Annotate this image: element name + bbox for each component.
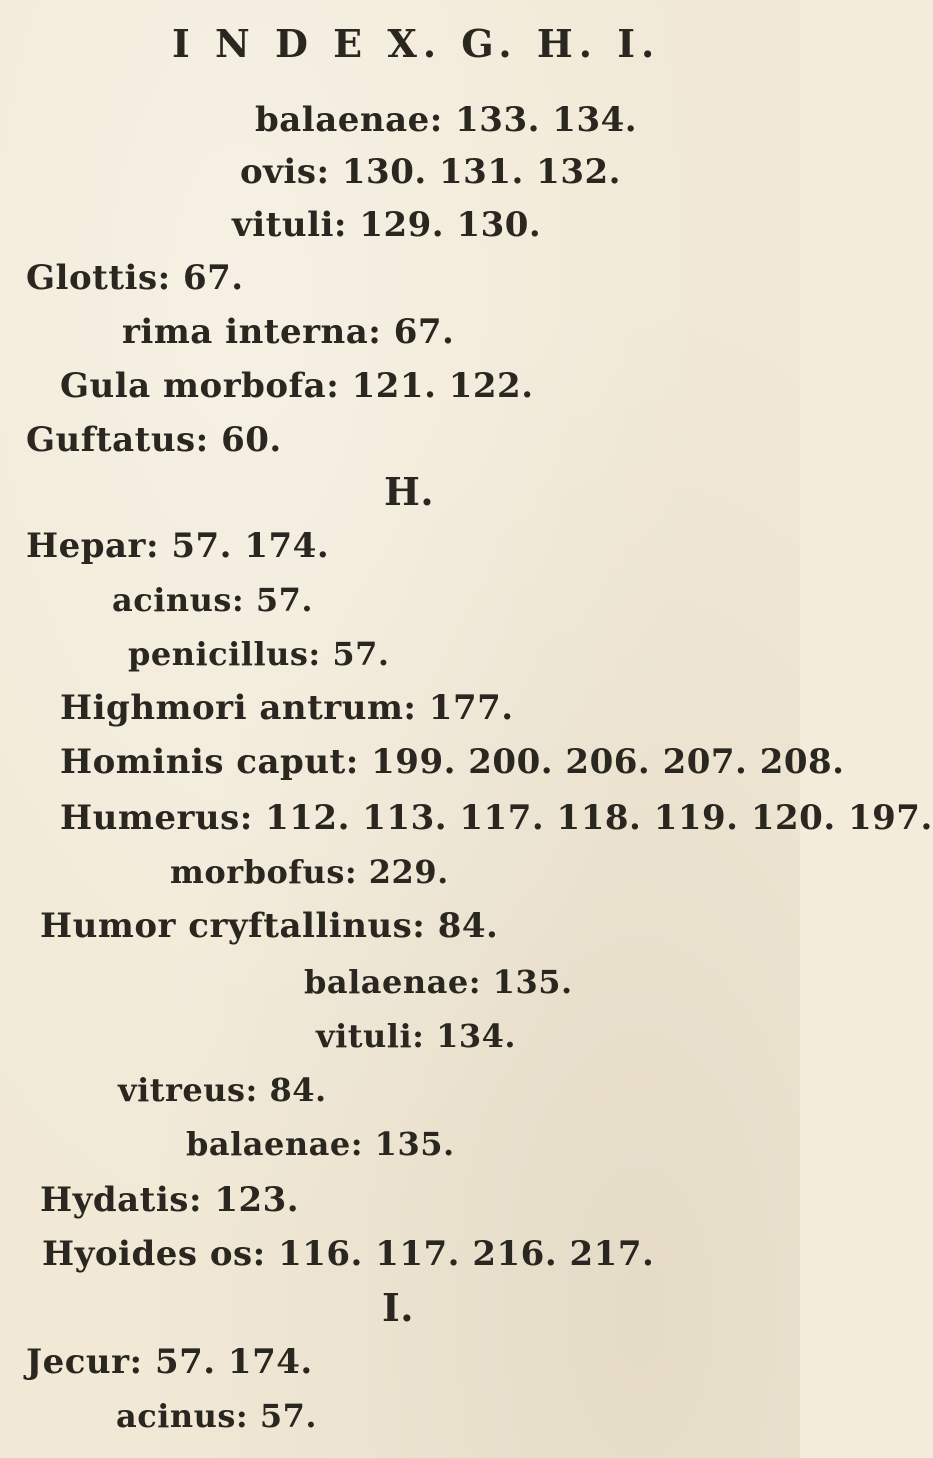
index-entry: rima interna: 67. <box>122 312 455 352</box>
index-entry: penicillus: 57. <box>128 635 390 673</box>
index-entry: balaenae: 135. <box>304 963 573 1001</box>
index-entry: Jecur: 57. 174. <box>26 1342 313 1382</box>
index-entry: Hepar: 57. 174. <box>26 526 330 566</box>
index-entry: balaenae: 133. 134. <box>255 100 638 140</box>
index-entry: Gula morbofa: 121. 122. <box>60 366 534 406</box>
index-entry: Guftatus: 60. <box>26 420 282 460</box>
index-entry: vitreus: 84. <box>118 1071 327 1109</box>
index-entry: balaenae: 135. <box>186 1125 455 1163</box>
page-header: I N D E X. G. H. I. <box>172 21 661 66</box>
index-entry: Highmori antrum: 177. <box>60 688 514 728</box>
index-entry: Hydatis: 123. <box>40 1180 300 1220</box>
index-entry: Humerus: 112. 113. 117. 118. 119. 120. 197. <box>60 798 933 838</box>
index-entry: vituli: 129. 130. <box>232 205 542 245</box>
index-entry: Glottis: 67. <box>26 258 244 298</box>
index-entry: Humor cryftallinus: 84. <box>40 906 499 946</box>
section-letter-h: H. <box>384 469 435 514</box>
index-entry: Hominis caput: 199. 200. 206. 207. 208. <box>60 742 845 782</box>
index-entry: acinus: 57. <box>116 1397 318 1435</box>
index-entry: ovis: 130. 131. 132. <box>240 152 621 192</box>
section-letter-i: I. <box>382 1285 415 1330</box>
index-entry: morbofus: 229. <box>170 853 449 891</box>
index-entry: acinus: 57. <box>112 581 314 619</box>
index-entry: Hyoides os: 116. 117. 216. 217. <box>42 1234 655 1274</box>
index-entry: vituli: 134. <box>316 1017 516 1055</box>
